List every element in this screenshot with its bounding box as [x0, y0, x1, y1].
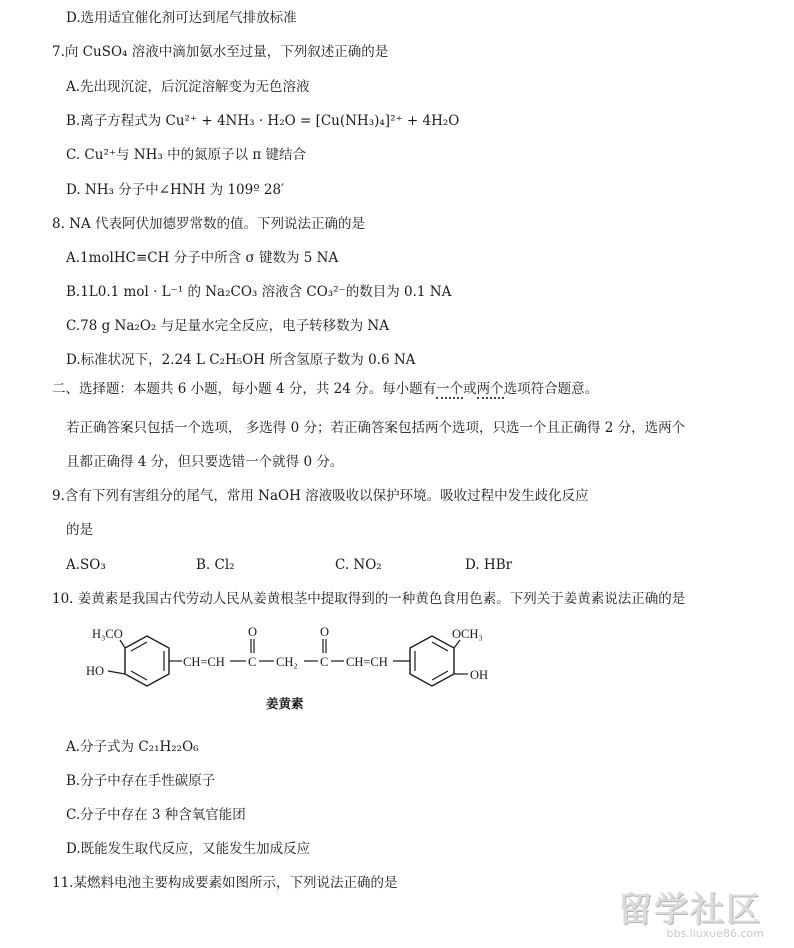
question-8: 8. NA 代表阿伏加德罗常数的值。下列说法正确的是	[52, 216, 366, 232]
section-2-or: 或	[463, 381, 477, 397]
q9-option-a: A.SO₃	[66, 557, 106, 573]
q7-option-d: D. NH₃ 分子中∠HNH 为 109º 28′	[66, 182, 285, 198]
q9-option-c: C. NO₂	[335, 557, 382, 573]
left-benzene-ring	[125, 636, 169, 686]
watermark-logo: 留学社区	[618, 890, 762, 930]
left-hydroxy-label: HO	[86, 664, 105, 678]
q10-option-a: A.分子式为 C₂₁H₂₂O₆	[66, 739, 199, 755]
q7-option-a: A.先出现沉淀，后沉淀溶解变为无色溶液	[66, 79, 310, 95]
watermark-url: bbs.liuxue86.com	[666, 927, 764, 940]
question-7: 7.向 CuSO₄ 溶液中滴加氨水至过量，下列叙述正确的是	[52, 44, 389, 60]
q8-option-a: A.1molHC≡CH 分子中所含 σ 键数为 5 NA	[66, 250, 339, 266]
curcumin-structure	[80, 620, 520, 715]
emphasis-two: 两个	[476, 381, 504, 397]
question-10: 10. 姜黄素是我国古代劳动人民从姜黄根茎中提取得到的一种黄色食用色素。下列关于姜黄素说法正确的是	[52, 591, 686, 607]
right-benzene-ring	[410, 636, 454, 686]
q10-option-c: C.分子中存在 3 种含氧官能团	[66, 807, 246, 823]
q7-option-b: B.离子方程式为 Cu²⁺ + 4NH₃ · H₂O = [Cu(NH₃)₄]²⁺ + 4H₂O	[66, 113, 460, 129]
chain-methylene: CH₂	[276, 655, 298, 669]
right-methoxy-label: OCH₃	[452, 627, 483, 641]
carbonyl-o-2: O	[320, 625, 330, 639]
left-methoxy-label: H₃CO	[92, 627, 123, 641]
section-2-text: 二、选择题：本题共 6 小题，每小题 4 分，共 24 分。每小题有	[52, 381, 437, 397]
question-9-cont: 的是	[66, 522, 93, 538]
q10-option-b: B.分子中存在手性碳原子	[66, 773, 216, 789]
q8-option-c: C.78 g Na₂O₂ 与足量水完全反应，电子转移数为 NA	[66, 318, 389, 334]
question-11: 11.某燃料电池主要构成要素如图所示，下列说法正确的是	[52, 875, 398, 891]
q7-option-c: C. Cu²⁺与 NH₃ 中的氮原子以 π 键结合	[66, 147, 307, 163]
q10-option-d: D.既能发生取代反应，又能发生加成反应	[66, 841, 311, 857]
line-option-d: D.选用适宜催化剂可达到尾气排放标准	[66, 10, 297, 26]
q8-option-d: D.标准状况下，2.24 L C₂H₅OH 所含氢原子数为 0.6 NA	[66, 352, 416, 368]
section-2-heading	[52, 380, 598, 398]
emphasis-one: 一个	[436, 381, 464, 397]
chain-vinyl-1: CH=CH	[183, 655, 225, 669]
scoring-rule-1: 若正确答案只包括一个选项， 多选得 0 分；若正确答案包括两个选项，只选一个且正确得 2 分，选两个	[66, 420, 686, 436]
scoring-rule-2: 且都正确得 4 分，但只要选错一个就得 0 分。	[66, 454, 344, 470]
chain-carbonyl-2: C	[320, 655, 329, 669]
structure-caption: 姜黄素	[266, 697, 304, 711]
site-watermark	[611, 882, 776, 940]
q9-option-b: B. Cl₂	[196, 557, 235, 573]
q8-option-b: B.1L0.1 mol · L⁻¹ 的 Na₂CO₃ 溶液含 CO₃²⁻的数目为 0.1 NA	[66, 284, 452, 300]
right-hydroxy-label: OH	[470, 668, 489, 682]
q9-option-d: D. HBr	[465, 557, 513, 573]
carbonyl-o-1: O	[248, 625, 258, 639]
chain-vinyl-2: CH=CH	[346, 655, 388, 669]
section-2-tail: 选项符合题意。	[503, 381, 599, 397]
question-9: 9.含有下列有害组分的尾气，常用 NaOH 溶液吸收以保护环境。吸收过程中发生歧化反应	[52, 488, 589, 504]
chain-carbonyl-1: C	[248, 655, 257, 669]
